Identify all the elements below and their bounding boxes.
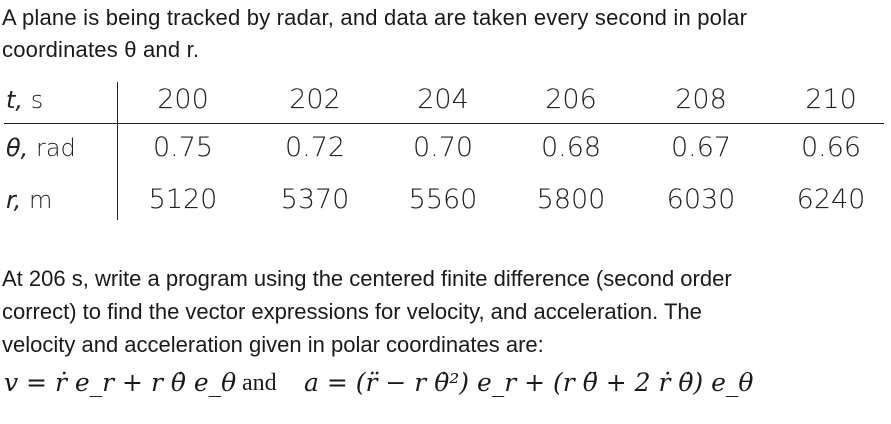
table-row-radius <box>0 182 885 222</box>
row-label-symbol: θ, <box>6 134 29 162</box>
table-cell: 0.67 <box>670 132 732 163</box>
table-cell: 202 <box>289 84 341 115</box>
row-label-t <box>6 86 43 114</box>
table-cell: 206 <box>545 84 597 115</box>
formula-connector: and <box>242 370 277 396</box>
table-cell: 5370 <box>280 184 350 215</box>
polar-kinematics-formula <box>4 362 884 412</box>
intro-line-2: coordinates θ and r. <box>2 37 200 62</box>
row-label-r <box>6 186 52 214</box>
table-cell: 210 <box>805 84 857 115</box>
velocity-equation: v = ṙ e_r + r θ̇ e_θ <box>4 368 237 397</box>
table-cell: 0.75 <box>152 132 214 163</box>
problem-question <box>2 262 887 361</box>
row-label-unit: m <box>28 186 53 214</box>
table-cell: 0.66 <box>800 132 862 163</box>
table-cell: 200 <box>157 84 209 115</box>
acceleration-equation: a = (r̈ − r θ̇²) e_r + (r θ̈ + 2 ṙ θ̇) e_θ <box>304 368 754 397</box>
row-label-symbol: t, <box>6 86 24 114</box>
problem-intro <box>2 2 887 66</box>
intro-line-1: A plane is being tracked by radar, and data are taken every second in polar <box>2 5 748 30</box>
table-cell: 5800 <box>536 184 606 215</box>
row-label-symbol: r, <box>6 186 22 214</box>
table-cell: 208 <box>675 84 727 115</box>
table-cell: 5560 <box>408 184 478 215</box>
question-line-2: correct) to find the vector expressions for velocity, and acceleration. The <box>2 299 702 324</box>
table-row-theta <box>0 130 885 170</box>
table-cell: 204 <box>417 84 469 115</box>
table-horizontal-divider <box>4 123 884 124</box>
table-cell: 0.68 <box>540 132 602 163</box>
table-cell: 0.72 <box>284 132 346 163</box>
table-cell: 0.70 <box>412 132 474 163</box>
row-label-unit: s <box>30 86 44 114</box>
radar-data-table <box>0 76 885 226</box>
row-label-unit: rad <box>35 134 76 162</box>
table-cell: 6240 <box>796 184 866 215</box>
question-line-3: velocity and acceleration given in polar coordinates are: <box>2 332 544 357</box>
row-label-theta <box>6 134 76 162</box>
table-cell: 6030 <box>666 184 736 215</box>
table-cell: 5120 <box>148 184 218 215</box>
table-row-time <box>0 82 885 122</box>
question-line-1: At 206 s, write a program using the centered finite difference (second order <box>2 266 732 291</box>
